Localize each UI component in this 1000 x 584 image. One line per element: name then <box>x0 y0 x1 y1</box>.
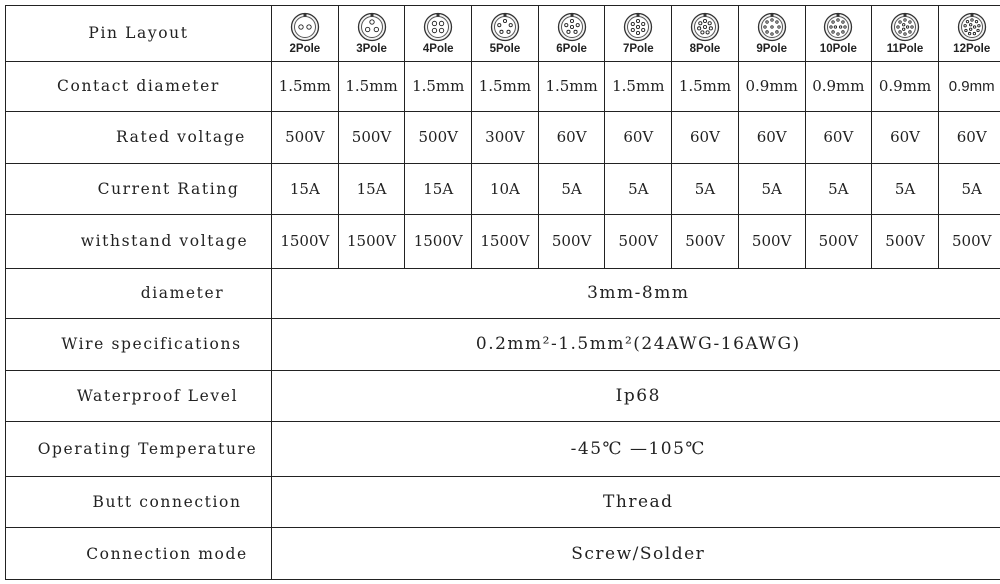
connector-pin <box>969 28 971 30</box>
rated-voltage-cell: 500V <box>338 112 405 164</box>
butt-connection-value: Thread <box>272 476 1000 528</box>
diameter-value: 3mm-8mm <box>272 268 1000 318</box>
withstand-voltage-cell: 500V <box>938 215 1000 269</box>
connector-pin <box>832 21 834 23</box>
connector-pin <box>899 21 901 23</box>
connector-pin <box>703 25 706 28</box>
rated-voltage-cell: 60V <box>605 112 672 164</box>
row-rated-voltage <box>6 112 1000 164</box>
connector-pin <box>973 26 975 28</box>
current-rating-cell: 5A <box>605 163 672 215</box>
label-contact-diameter: Contact diameter <box>6 61 272 111</box>
withstand-voltage-cell: 500V <box>672 215 739 269</box>
connector-pin <box>899 31 901 33</box>
connector-pin <box>631 22 634 25</box>
contact-diameter-cell: 0.9mm <box>872 61 939 111</box>
connector-pin <box>897 26 899 28</box>
connector-pin <box>570 25 573 28</box>
pin-cell <box>272 6 339 62</box>
row-diameter <box>6 268 1000 318</box>
row-wire-specifications <box>6 319 1000 371</box>
contact-diameter-cell: 1.5mm <box>472 61 539 111</box>
connector-pin <box>973 32 975 34</box>
connector-pin <box>701 31 704 34</box>
pin-cell <box>738 6 805 62</box>
pin-cell <box>405 6 472 62</box>
connector-pin <box>365 27 369 31</box>
label-butt-connection: Butt connection <box>6 476 272 528</box>
contact-diameter-cell: 1.5mm <box>272 61 339 111</box>
contact-diameter-cell: 1.5mm <box>538 61 605 111</box>
connector-pin <box>842 21 844 23</box>
rated-voltage-cell: 60V <box>738 112 805 164</box>
pole-label: 5Pole <box>489 42 521 55</box>
connector-pin <box>775 21 777 23</box>
connector-pin <box>500 30 503 33</box>
connector-pin <box>770 33 772 35</box>
connector-pin <box>909 21 911 23</box>
connector-pin <box>766 31 768 33</box>
current-rating-cell: 5A <box>872 163 939 215</box>
connector-pin <box>977 24 979 26</box>
connector-pin <box>637 31 640 34</box>
connector-pin <box>844 26 846 28</box>
connector-pin <box>904 19 906 21</box>
pole-label: 8Pole <box>689 42 721 55</box>
connector-pin <box>637 19 640 22</box>
withstand-voltage-cell: 1500V <box>272 215 339 269</box>
connector-pin <box>966 20 968 22</box>
withstand-voltage-cell: 500V <box>805 215 872 269</box>
connector-pin <box>642 22 645 25</box>
rated-voltage-cell: 60V <box>538 112 605 164</box>
rated-voltage-cell: 60V <box>872 112 939 164</box>
connector-pin <box>566 30 569 33</box>
row-contact-diameter <box>6 61 1000 111</box>
connector-5pole-icon <box>490 12 520 42</box>
pin-cell <box>872 6 939 62</box>
row-connection-mode <box>6 528 1000 580</box>
contact-diameter-cell: 1.5mm <box>672 61 739 111</box>
withstand-voltage-cell: 500V <box>738 215 805 269</box>
pin-cell <box>605 6 672 62</box>
row-butt-connection <box>6 476 1000 528</box>
current-rating-cell: 5A <box>938 163 1000 215</box>
connector-pin <box>699 21 702 24</box>
withstand-voltage-cell: 500V <box>605 215 672 269</box>
connector-pin <box>637 25 640 28</box>
connector-pin <box>770 26 772 28</box>
connector-pin <box>642 28 645 31</box>
connection-mode-value: Screw/Solder <box>272 528 1000 580</box>
connector-pin <box>832 31 834 33</box>
connector-pin <box>503 19 506 22</box>
current-rating-cell: 5A <box>538 163 605 215</box>
rated-voltage-cell: 300V <box>472 112 539 164</box>
contact-diameter-cell: 0.9mm <box>938 61 1000 111</box>
connector-pin <box>574 30 577 33</box>
connector-pin <box>570 19 573 22</box>
connector-pin <box>432 21 436 25</box>
row-pin-layout <box>6 6 1000 62</box>
connector-pin <box>977 29 979 31</box>
pin-cell <box>338 6 405 62</box>
connector-pin <box>830 26 832 28</box>
current-rating-cell: 15A <box>272 163 339 215</box>
label-rated-voltage: Rated voltage <box>6 112 272 164</box>
contact-diameter-cell: 1.5mm <box>338 61 405 111</box>
connector-pin <box>564 23 567 26</box>
label-withstand-voltage: withstand voltage <box>6 215 272 269</box>
connector-pin <box>703 19 706 22</box>
connector-pin <box>969 23 971 25</box>
label-connection-mode: Connection mode <box>6 528 272 580</box>
pole-label: 7Pole <box>622 42 654 55</box>
row-waterproof-level <box>6 370 1000 422</box>
connector-pin <box>708 21 711 24</box>
connector-9pole-icon <box>757 12 787 42</box>
connector-pin <box>766 21 768 23</box>
withstand-voltage-cell: 500V <box>872 215 939 269</box>
current-rating-cell: 5A <box>672 163 739 215</box>
connector-pin <box>837 19 839 21</box>
connector-pin <box>906 26 908 28</box>
pin-cell <box>538 6 605 62</box>
connector-pin <box>498 23 501 26</box>
connector-pin <box>509 23 512 26</box>
pole-label: 6Pole <box>556 42 587 55</box>
connector-pin <box>964 29 966 31</box>
contact-diameter-cell: 0.9mm <box>805 61 872 111</box>
connector-pin <box>299 25 303 29</box>
pole-label: 9Pole <box>756 42 787 55</box>
rated-voltage-cell: 60V <box>805 112 872 164</box>
connector-pin <box>369 20 373 24</box>
connector-pin <box>698 27 701 30</box>
row-current-rating <box>6 163 1000 215</box>
pole-label: 4Pole <box>422 42 454 55</box>
connector-pin <box>911 26 913 28</box>
connector-2pole-icon <box>290 12 320 42</box>
connector-pin <box>770 19 772 21</box>
connector-7pole-icon <box>623 12 653 42</box>
pole-label: 11Pole <box>886 42 924 55</box>
pole-label: 2Pole <box>289 42 321 55</box>
current-rating-cell: 5A <box>738 163 805 215</box>
pole-label: 12Pole <box>953 42 991 55</box>
connector-10pole-icon <box>823 12 853 42</box>
withstand-voltage-cell: 500V <box>538 215 605 269</box>
connector-pin <box>440 28 444 32</box>
label-operating-temperature: Operating Temperature <box>6 422 272 477</box>
pin-cell <box>672 6 739 62</box>
connector-pin <box>840 26 842 28</box>
label-diameter: diameter <box>6 268 272 318</box>
connector-pin <box>307 25 311 29</box>
connector-pin <box>964 24 966 26</box>
spec-table <box>5 5 1000 580</box>
current-rating-cell: 10A <box>472 163 539 215</box>
rated-voltage-cell: 500V <box>272 112 339 164</box>
connector-pin <box>975 20 977 22</box>
connector-pin <box>971 19 973 21</box>
label-current-rating: Current Rating <box>6 163 272 215</box>
connector-pin <box>440 21 444 25</box>
connector-pin <box>631 28 634 31</box>
pole-label: 10Pole <box>819 42 857 55</box>
rated-voltage-cell: 500V <box>405 112 472 164</box>
connector-pin <box>507 30 510 33</box>
withstand-voltage-cell: 1500V <box>338 215 405 269</box>
withstand-voltage-cell: 1500V <box>405 215 472 269</box>
current-rating-cell: 15A <box>338 163 405 215</box>
connector-pin <box>777 26 779 28</box>
connector-3pole-icon <box>357 12 387 42</box>
contact-diameter-cell: 1.5mm <box>605 61 672 111</box>
contact-diameter-cell: 0.9mm <box>738 61 805 111</box>
rated-voltage-cell: 60V <box>938 112 1000 164</box>
pole-label: 3Pole <box>356 42 387 55</box>
operating-temperature-value: -45℃ —105℃ <box>272 422 1000 477</box>
contact-diameter-cell: 1.5mm <box>405 61 472 111</box>
wire-specifications-value: 0.2mm²-1.5mm²(24AWG-16AWG) <box>272 319 1000 371</box>
connector-pin <box>576 23 579 26</box>
connector-pin <box>835 26 837 28</box>
connector-4pole-icon <box>423 12 453 42</box>
connector-pin <box>706 31 709 34</box>
pin-cell <box>472 6 539 62</box>
connector-pin <box>374 27 378 31</box>
label-waterproof-level: Waterproof Level <box>6 370 272 422</box>
connector-11pole-icon <box>890 12 920 42</box>
connector-pin <box>842 31 844 33</box>
label-wire-specifications: Wire specifications <box>6 319 272 371</box>
label-pin-layout: Pin Layout <box>6 6 272 62</box>
pin-cell <box>805 6 872 62</box>
current-rating-cell: 5A <box>805 163 872 215</box>
connector-6pole-icon <box>557 12 587 42</box>
connector-pin <box>968 32 970 34</box>
rated-voltage-cell: 60V <box>672 112 739 164</box>
connector-pin <box>903 23 905 25</box>
connector-pin <box>432 28 436 32</box>
connector-pin <box>837 33 839 35</box>
waterproof-level-value: Ip68 <box>272 370 1000 422</box>
current-rating-cell: 15A <box>405 163 472 215</box>
connector-pin <box>904 33 906 35</box>
withstand-voltage-cell: 1500V <box>472 215 539 269</box>
connector-pin <box>909 31 911 33</box>
connector-pin <box>763 26 765 28</box>
connector-12pole-icon <box>957 12 987 42</box>
pin-cell <box>938 6 1000 62</box>
connector-pin <box>709 27 712 30</box>
connector-pin <box>903 28 905 30</box>
row-operating-temperature <box>6 422 1000 477</box>
connector-8pole-icon <box>690 12 720 42</box>
row-withstand-voltage <box>6 215 1000 269</box>
connector-pin <box>775 31 777 33</box>
